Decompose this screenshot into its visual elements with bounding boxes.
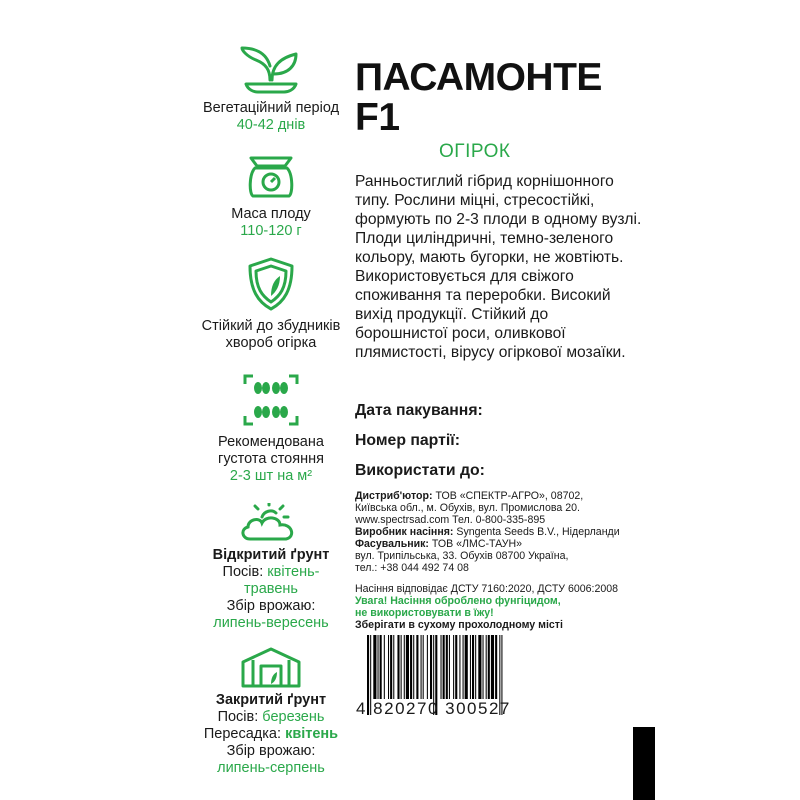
barcode-bar bbox=[449, 635, 450, 699]
barcode-bar bbox=[397, 635, 399, 699]
barcode-bar bbox=[465, 635, 468, 699]
barcode-digits: 4 820270 300527 bbox=[356, 699, 511, 718]
product-info bbox=[355, 58, 655, 362]
product-subtitle: ОГІРОК bbox=[439, 141, 511, 162]
barcode-bar bbox=[388, 635, 389, 699]
packer-phone: тел.: +38 044 492 74 08 bbox=[355, 562, 469, 574]
barcode-bar bbox=[430, 635, 432, 699]
closed-sowing-value: березень bbox=[262, 709, 325, 725]
feature-vegetation bbox=[196, 40, 346, 134]
mass-value: 110-120 г bbox=[240, 223, 302, 239]
barcode-bar bbox=[470, 635, 471, 699]
distributor-web: www.spectrsad.com Тел. 0-800-335-895 bbox=[355, 514, 546, 526]
product-title: ПАСАМОНТЕ F1 bbox=[355, 56, 602, 139]
barcode-bar bbox=[421, 635, 422, 699]
barcode-bar bbox=[406, 635, 409, 699]
barcode-bar bbox=[427, 635, 428, 699]
dstu-note: Насіння відповідає ДСТУ 7160:2020, ДСТУ 6006:2008 bbox=[355, 583, 619, 595]
barcode-bar bbox=[423, 635, 424, 699]
open-harvest-label: Збір врожаю: bbox=[226, 598, 316, 614]
packer-address: вул. Трипільська, 33. Обухів 08700 Україна, bbox=[355, 550, 569, 562]
open-sowing-value: квітень-травень bbox=[244, 564, 320, 597]
closed-transplant bbox=[196, 726, 346, 743]
density-label: Рекомендована густота стояння bbox=[218, 434, 324, 467]
resistant-label: Стійкий до збудників хвороб огірка bbox=[201, 318, 341, 351]
barcode-bar bbox=[393, 635, 394, 699]
barcode-bar bbox=[495, 635, 497, 699]
sprout-icon bbox=[236, 40, 306, 96]
barcode-bar bbox=[446, 635, 448, 699]
black-marker bbox=[633, 727, 655, 800]
barcode-bar bbox=[453, 635, 454, 699]
plant-spacing-icon bbox=[241, 372, 301, 428]
barcode-bar bbox=[378, 635, 379, 699]
scale-icon bbox=[241, 152, 301, 200]
barcode-bar bbox=[475, 635, 476, 699]
closed-harvest-label: Збір врожаю: bbox=[226, 743, 316, 759]
sun-cloud-icon bbox=[236, 503, 306, 543]
producer-text: Syngenta Seeds B.V., Нідерланди bbox=[456, 526, 620, 538]
packer-text: ТОВ «ЛМС-ТАУН» bbox=[431, 538, 523, 550]
barcode-bar bbox=[488, 635, 490, 699]
closed-ground-title: Закритий ґрунт bbox=[215, 692, 327, 708]
barcode-bar bbox=[443, 635, 445, 699]
closed-sowing-label: Посів: bbox=[217, 709, 259, 725]
shield-leaf-icon bbox=[246, 256, 296, 312]
barcode-bar bbox=[441, 635, 442, 699]
barcode-bar bbox=[478, 635, 481, 699]
closed-sowing bbox=[196, 709, 346, 726]
barcode-bar bbox=[491, 635, 494, 699]
company-info bbox=[355, 490, 635, 574]
warning-line-1: Увага! Насіння оброблено фунгіцидом, bbox=[355, 595, 561, 607]
vegetation-label: Вегетаційний період bbox=[202, 100, 340, 116]
distributor-text: ТОВ «СПЕКТР-АГРО», 08702, bbox=[435, 490, 584, 502]
feature-mass bbox=[196, 152, 346, 240]
producer-label: Виробник насіння: bbox=[355, 526, 454, 538]
density-value: 2-3 шт на м² bbox=[229, 468, 313, 484]
closed-transplant-label: Пересадка: bbox=[203, 726, 282, 742]
warning-line-2: не використовувати в їжу! bbox=[355, 607, 494, 619]
mass-label: Маса плоду bbox=[231, 206, 311, 222]
barcode-bar bbox=[463, 635, 464, 699]
features-column bbox=[196, 40, 346, 777]
barcode-bar bbox=[455, 635, 457, 699]
pack-date-field: Дата пакування: bbox=[355, 402, 483, 419]
feature-closed-ground bbox=[196, 646, 346, 777]
barcode-bar bbox=[416, 635, 418, 699]
feature-open-ground bbox=[196, 503, 346, 632]
feature-density bbox=[196, 372, 346, 485]
barcode-bar bbox=[373, 635, 376, 699]
open-harvest-value: липень-вересень bbox=[213, 615, 329, 631]
barcode-bar bbox=[384, 635, 385, 699]
product-description: Ранньостиглий гібрид корнішонного типу. Рослини міцні, стресостійкі, формують по 2-3 плоди в одному вузлі. Плоди циліндричні, темно-зеленого кольору, мають бугорки, не жовтіють. Використовується для свіжого споживання та переробки. Високий вихід продукції. Стійкий до борошнистої роси, оливкової плямистості, вірусу огіркової мозаїки. bbox=[355, 173, 642, 361]
barcode-bar bbox=[483, 635, 484, 699]
barcode-bar bbox=[472, 635, 474, 699]
open-ground-title: Відкритий ґрунт bbox=[212, 547, 330, 563]
barcode-bar bbox=[380, 635, 382, 699]
barcode-bar bbox=[486, 635, 487, 699]
storage-note: Зберігати в сухому прохолодному місті bbox=[355, 619, 563, 631]
barcode-bar bbox=[404, 635, 405, 699]
distributor-address: Київська обл., м. Обухів, вул. Промислова 20. bbox=[355, 502, 580, 514]
open-sowing-label: Посів: bbox=[222, 564, 264, 580]
open-sowing bbox=[196, 564, 346, 598]
closed-harvest-value: липень-серпень bbox=[217, 760, 325, 776]
barcode-bar bbox=[413, 635, 414, 699]
barcode-bar bbox=[390, 635, 392, 699]
feature-resistant bbox=[196, 256, 346, 352]
barcode-bar bbox=[410, 635, 412, 699]
batch-field: Номер партії: bbox=[355, 432, 460, 449]
use-by-field: Використати до: bbox=[355, 462, 485, 479]
distributor-label: Дистриб'ютор: bbox=[355, 490, 433, 502]
notes bbox=[355, 583, 635, 631]
packer-label: Фасувальник: bbox=[355, 538, 429, 550]
greenhouse-icon bbox=[239, 646, 303, 688]
barcode-bar bbox=[401, 635, 402, 699]
vegetation-value: 40-42 днів bbox=[236, 117, 306, 133]
closed-transplant-value: квітень bbox=[285, 726, 339, 742]
barcode-bar bbox=[459, 635, 460, 699]
